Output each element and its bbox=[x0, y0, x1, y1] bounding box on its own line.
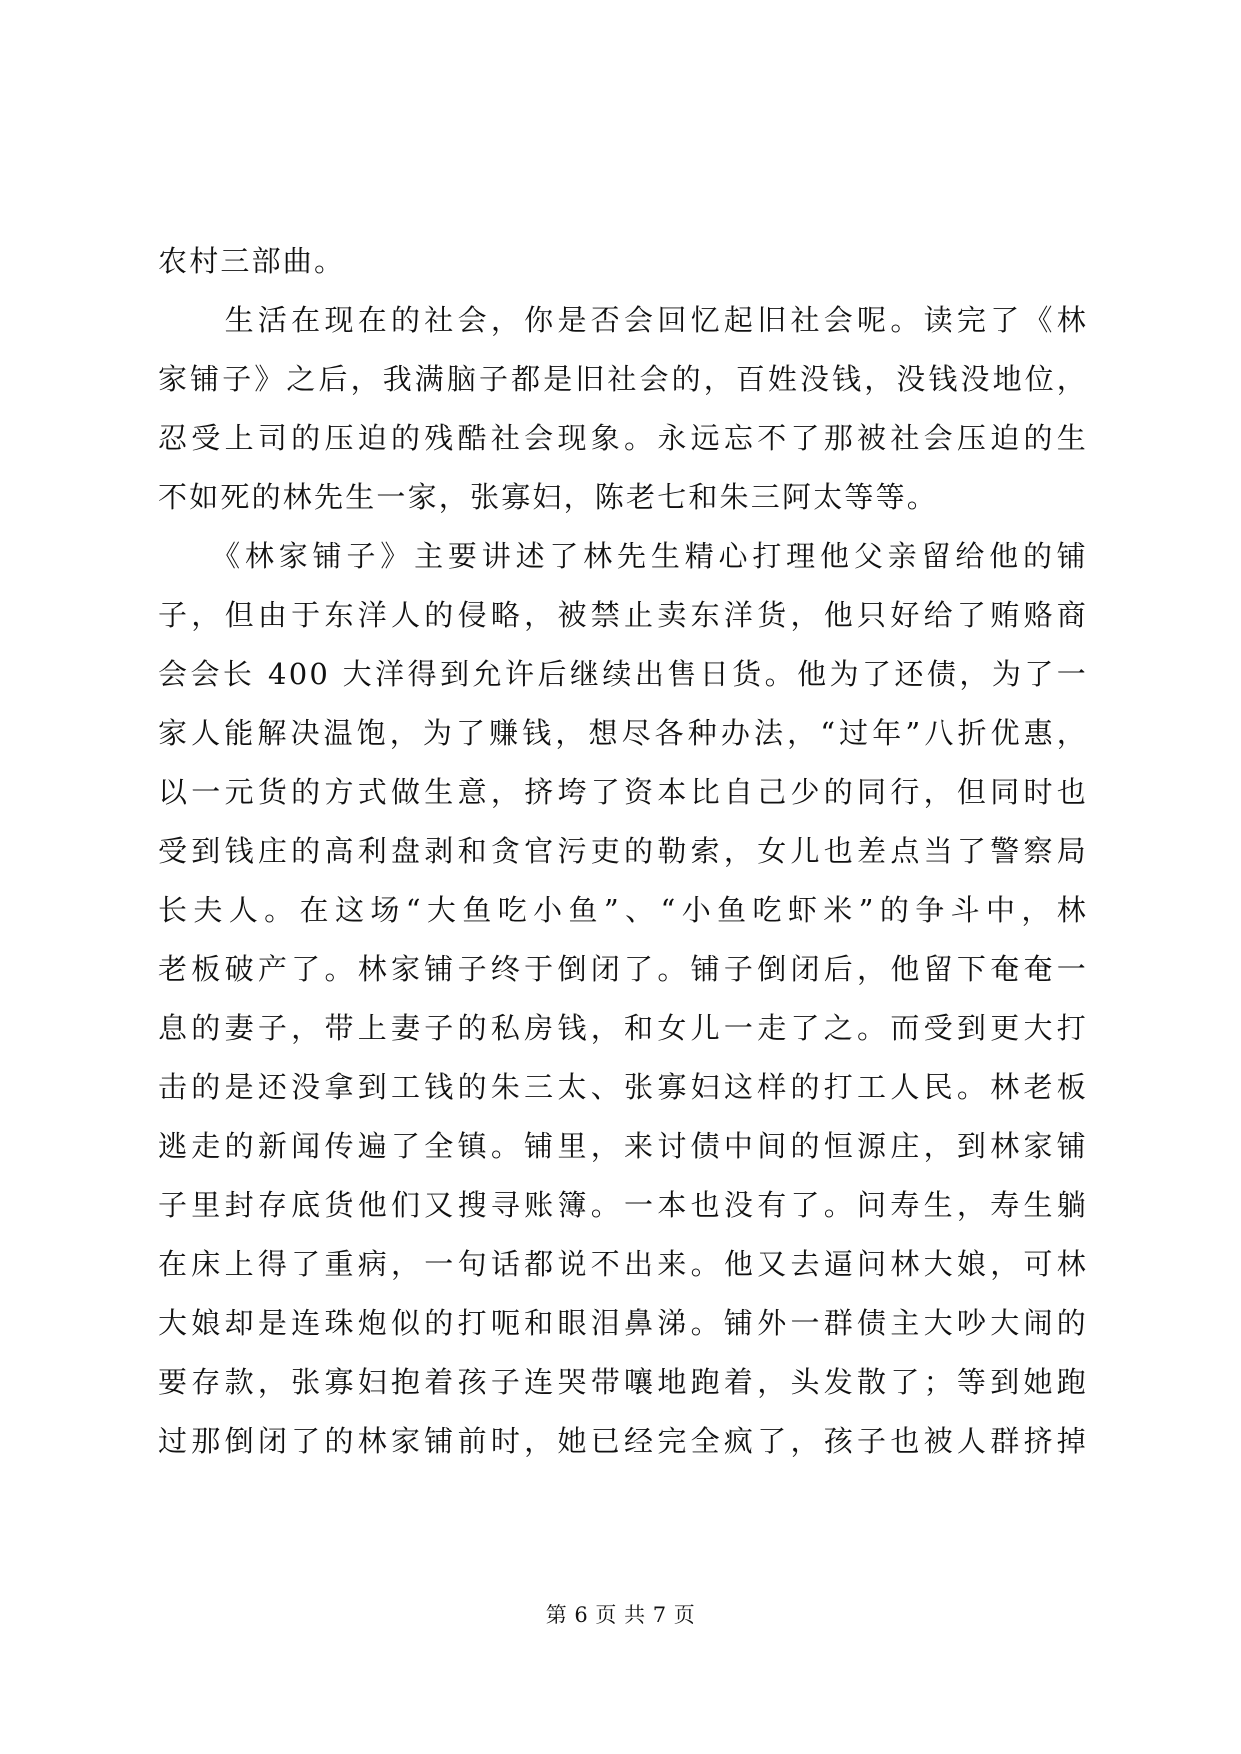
text-line: 过那倒闭了的林家铺前时，她已经完全疯了，孩子也被人群挤掉 bbox=[158, 1424, 1088, 1458]
text-line: 会会长 400 大洋得到允许后继续出售日货。他为了还债，为了一 bbox=[158, 657, 1088, 691]
text-line: 《林家铺子》主要讲述了林先生精心打理他父亲留给他的铺 bbox=[158, 539, 1088, 573]
text-line: 不如死的林先生一家，张寡妇，陈老七和朱三阿太等等。 bbox=[158, 480, 939, 514]
text-line: 以一元货的方式做生意，挤垮了资本比自己少的同行，但同时也 bbox=[158, 775, 1088, 809]
text-line: 子，但由于东洋人的侵略，被禁止卖东洋货，他只好给了贿赂商 bbox=[158, 598, 1088, 632]
text-line: 农村三部曲。 bbox=[158, 244, 346, 278]
text-line: 子里封存底货他们又搜寻账簿。一本也没有了。问寿生，寿生躺 bbox=[158, 1188, 1088, 1222]
body-text bbox=[158, 232, 1088, 1471]
text-line: 逃走的新闻传遍了全镇。铺里，来讨债中间的恒源庄，到林家铺 bbox=[158, 1129, 1088, 1163]
text-line: 家人能解决温饱，为了赚钱，想尽各种办法，“过年”八折优惠， bbox=[158, 716, 1088, 750]
text-line: 在床上得了重病，一句话都说不出来。他又去逼问林大娘，可林 bbox=[158, 1247, 1088, 1281]
text-line: 忍受上司的压迫的残酷社会现象。永远忘不了那被社会压迫的生 bbox=[158, 421, 1088, 455]
text-line: 老板破产了。林家铺子终于倒闭了。铺子倒闭后，他留下奄奄一 bbox=[158, 952, 1088, 986]
text-line: 息的妻子，带上妻子的私房钱，和女儿一走了之。而受到更大打 bbox=[158, 1011, 1088, 1045]
text-line: 大娘却是连珠炮似的打呃和眼泪鼻涕。铺外一群债主大吵大闹的 bbox=[158, 1306, 1088, 1340]
text-line: 受到钱庄的高利盘剥和贪官污吏的勒索，女儿也差点当了警察局 bbox=[158, 834, 1088, 868]
text-line: 击的是还没拿到工钱的朱三太、张寡妇这样的打工人民。林老板 bbox=[158, 1070, 1088, 1104]
page-footer: 第 6 页 共 7 页 bbox=[545, 1603, 696, 1627]
text-line: 生活在现在的社会，你是否会回忆起旧社会呢。读完了《林 bbox=[158, 303, 1088, 337]
text-line: 家铺子》之后，我满脑子都是旧社会的，百姓没钱，没钱没地位， bbox=[158, 362, 1088, 396]
text-line: 长夫人。在这场“大鱼吃小鱼”、“小鱼吃虾米”的争斗中，林 bbox=[158, 893, 1088, 927]
text-line: 要存款，张寡妇抱着孩子连哭带嚷地跑着，头发散了；等到她跑 bbox=[158, 1365, 1088, 1399]
